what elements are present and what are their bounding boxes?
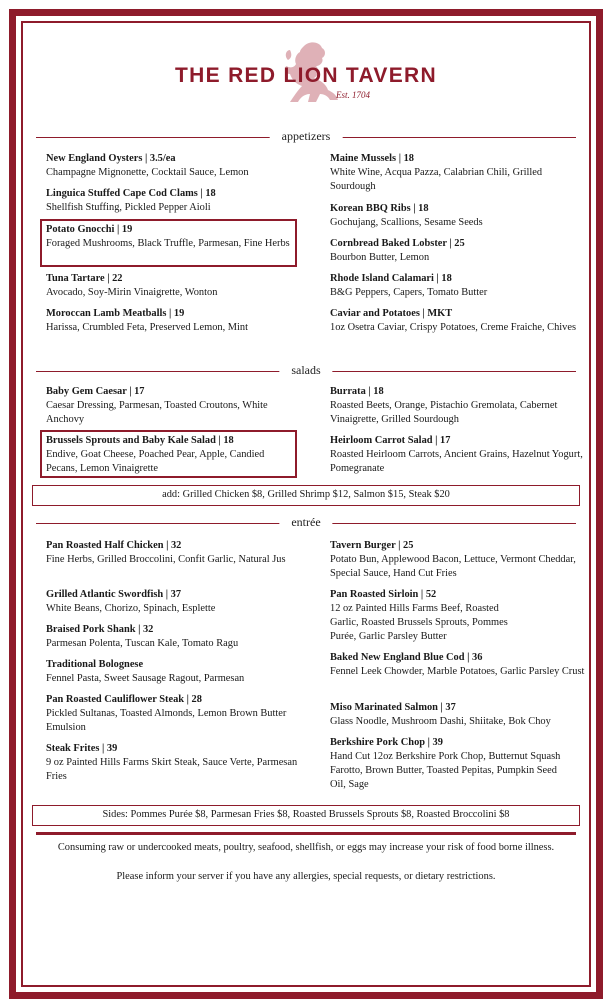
item-description: Glass Noodle, Mushroom Dashi, Shiitake, Bok Choy bbox=[330, 716, 551, 727]
menu-item bbox=[330, 701, 588, 729]
menu-item bbox=[330, 588, 526, 644]
divider bbox=[36, 832, 576, 835]
item-name: Moroccan Lamb Meatballs | 19 bbox=[46, 308, 185, 319]
menu-item bbox=[330, 237, 588, 265]
section-title: appetizers bbox=[270, 129, 343, 144]
item-name: Maine Mussels | 18 bbox=[330, 153, 414, 164]
section-header-salads bbox=[36, 364, 576, 378]
item-description: Harissa, Crumbled Feta, Preserved Lemon, Mint bbox=[46, 322, 248, 333]
item-description: Potato Bun, Applewood Bacon, Lettuce, Vermont Cheddar, Special Sauce, Hand Cut Fries bbox=[330, 554, 576, 579]
item-name: Cornbread Baked Lobster | 25 bbox=[330, 238, 465, 249]
item-name: Braised Pork Shank | 32 bbox=[46, 624, 154, 635]
section-title: salads bbox=[279, 363, 332, 378]
item-name: Caviar and Potatoes | MKT bbox=[330, 308, 453, 319]
menu-item bbox=[46, 742, 304, 784]
menu-item bbox=[46, 187, 304, 215]
item-description: Fennel Leek Chowder, Marble Potatoes, Garlic Parsley Crust bbox=[330, 666, 585, 677]
menu-item bbox=[330, 385, 588, 427]
item-description: Caesar Dressing, Parmesan, Toasted Croutons, White Anchovy bbox=[46, 400, 268, 425]
allergy-notice: Please inform your server if you have any allergies, special requests, or dietary restrictions. bbox=[116, 871, 496, 882]
established-year: Est. 1704 bbox=[336, 90, 371, 100]
item-name: Potato Gnocchi | 19 bbox=[46, 224, 133, 235]
item-description: Gochujang, Scallions, Sesame Seeds bbox=[330, 217, 483, 228]
item-name: Tuna Tartare | 22 bbox=[46, 273, 123, 284]
menu-item bbox=[46, 307, 304, 335]
menu-item bbox=[46, 152, 304, 180]
menu-item bbox=[330, 202, 588, 230]
item-name: New England Oysters | 3.5/ea bbox=[46, 153, 176, 164]
item-name: Rhode Island Calamari | 18 bbox=[330, 273, 452, 284]
item-name: Grilled Atlantic Swordfish | 37 bbox=[46, 589, 182, 600]
item-description: Pickled Sultanas, Toasted Almonds, Lemon Brown Butter Emulsion bbox=[46, 708, 287, 733]
menu-item bbox=[330, 651, 588, 679]
menu-item bbox=[330, 539, 588, 581]
item-name: Brussels Sprouts and Baby Kale Salad | 18 bbox=[46, 435, 234, 446]
menu-item bbox=[46, 539, 304, 567]
item-description: Avocado, Soy-Mirin Vinaigrette, Wonton bbox=[46, 287, 218, 298]
menu-item bbox=[330, 434, 588, 476]
item-name: Heirloom Carrot Salad | 17 bbox=[330, 435, 451, 446]
menu-item bbox=[46, 658, 304, 686]
item-description: Roasted Beets, Orange, Pistachio Gremolata, Cabernet Vinaigrette, Grilled Sourdough bbox=[330, 400, 558, 425]
item-description: Hand Cut 12oz Berkshire Pork Chop, Butternut Squash Farotto, Brown Butter, Toasted Pepitas, Pumpkin Seed Oil, Sage bbox=[330, 751, 561, 790]
menu-item bbox=[46, 434, 292, 476]
menu-item bbox=[46, 223, 292, 251]
item-description: White Beans, Chorizo, Spinach, Esplette bbox=[46, 603, 216, 614]
item-description: Champagne Mignonette, Cocktail Sauce, Lemon bbox=[46, 167, 249, 178]
item-description: White Wine, Acqua Pazza, Calabrian Chili, Grilled Sourdough bbox=[330, 167, 543, 192]
section-title: entrée bbox=[279, 515, 332, 530]
item-name: Burrata | 18 bbox=[330, 386, 384, 397]
item-name: Pan Roasted Half Chicken | 32 bbox=[46, 540, 182, 551]
item-description: Fine Herbs, Grilled Broccolini, Confit Garlic, Natural Jus bbox=[46, 554, 286, 565]
item-description: Shellfish Stuffing, Pickled Pepper Aioli bbox=[46, 202, 211, 213]
sides-note: Sides: Pommes Purée $8, Parmesan Fries $8, Roasted Brussels Sprouts $8, Roasted Broccolini $8 bbox=[32, 805, 580, 826]
menu-item bbox=[330, 152, 588, 194]
item-name: Miso Marinated Salmon | 37 bbox=[330, 702, 456, 713]
item-name: Berkshire Pork Chop | 39 bbox=[330, 737, 443, 748]
item-description: Roasted Heirloom Carrots, Ancient Grains, Hazelnut Yogurt, Pomegranate bbox=[330, 449, 583, 474]
item-description: Fennel Pasta, Sweet Sausage Ragout, Parmesan bbox=[46, 673, 245, 684]
section-header-appetizers bbox=[36, 130, 576, 144]
menu-item bbox=[46, 623, 304, 651]
logo-title: THE RED LION TAVERN bbox=[175, 64, 437, 87]
menu-item bbox=[46, 272, 304, 300]
item-name: Baby Gem Caesar | 17 bbox=[46, 386, 145, 397]
menu-item bbox=[330, 736, 574, 792]
section-header-entree bbox=[36, 516, 576, 530]
add-protein-note: add: Grilled Chicken $8, Grilled Shrimp $12, Salmon $15, Steak $20 bbox=[32, 485, 580, 506]
item-name: Steak Frites | 39 bbox=[46, 743, 118, 754]
menu-item bbox=[46, 385, 304, 427]
food-safety-warning: Consuming raw or undercooked meats, poultry, seafood, shellfish, or eggs may increase your risk of food borne illness. bbox=[57, 842, 555, 853]
item-description: 9 oz Painted Hills Farms Skirt Steak, Sauce Verte, Parmesan Fries bbox=[46, 757, 298, 782]
logo bbox=[0, 38, 612, 110]
item-description: Bourbon Butter, Lemon bbox=[330, 252, 430, 263]
item-description: Parmesan Polenta, Tuscan Kale, Tomato Ragu bbox=[46, 638, 239, 649]
item-name: Pan Roasted Cauliflower Steak | 28 bbox=[46, 694, 202, 705]
item-name: Pan Roasted Sirloin | 52 bbox=[330, 589, 437, 600]
item-name: Korean BBQ Ribs | 18 bbox=[330, 203, 429, 214]
item-description: B&G Peppers, Capers, Tomato Butter bbox=[330, 287, 488, 298]
item-name: Traditional Bolognese bbox=[46, 659, 144, 670]
item-name: Baked New England Blue Cod | 36 bbox=[330, 652, 483, 663]
item-description: 1oz Osetra Caviar, Crispy Potatoes, Creme Fraiche, Chives bbox=[330, 322, 577, 333]
menu-item bbox=[330, 272, 588, 300]
item-name: Linguica Stuffed Cape Cod Clams | 18 bbox=[46, 188, 216, 199]
item-description: 12 oz Painted Hills Farms Beef, Roasted Garlic, Roasted Brussels Sprouts, Pommes Purée, Garlic Parsley Butter bbox=[330, 603, 508, 642]
item-name: Tavern Burger | 25 bbox=[330, 540, 414, 551]
menu-item bbox=[46, 693, 304, 735]
menu-item bbox=[46, 588, 304, 616]
item-description: Endive, Goat Cheese, Poached Pear, Apple, Candied Pecans, Lemon Vinaigrette bbox=[46, 449, 265, 474]
menu-item bbox=[330, 307, 588, 335]
item-description: Foraged Mushrooms, Black Truffle, Parmesan, Fine Herbs bbox=[46, 238, 290, 249]
